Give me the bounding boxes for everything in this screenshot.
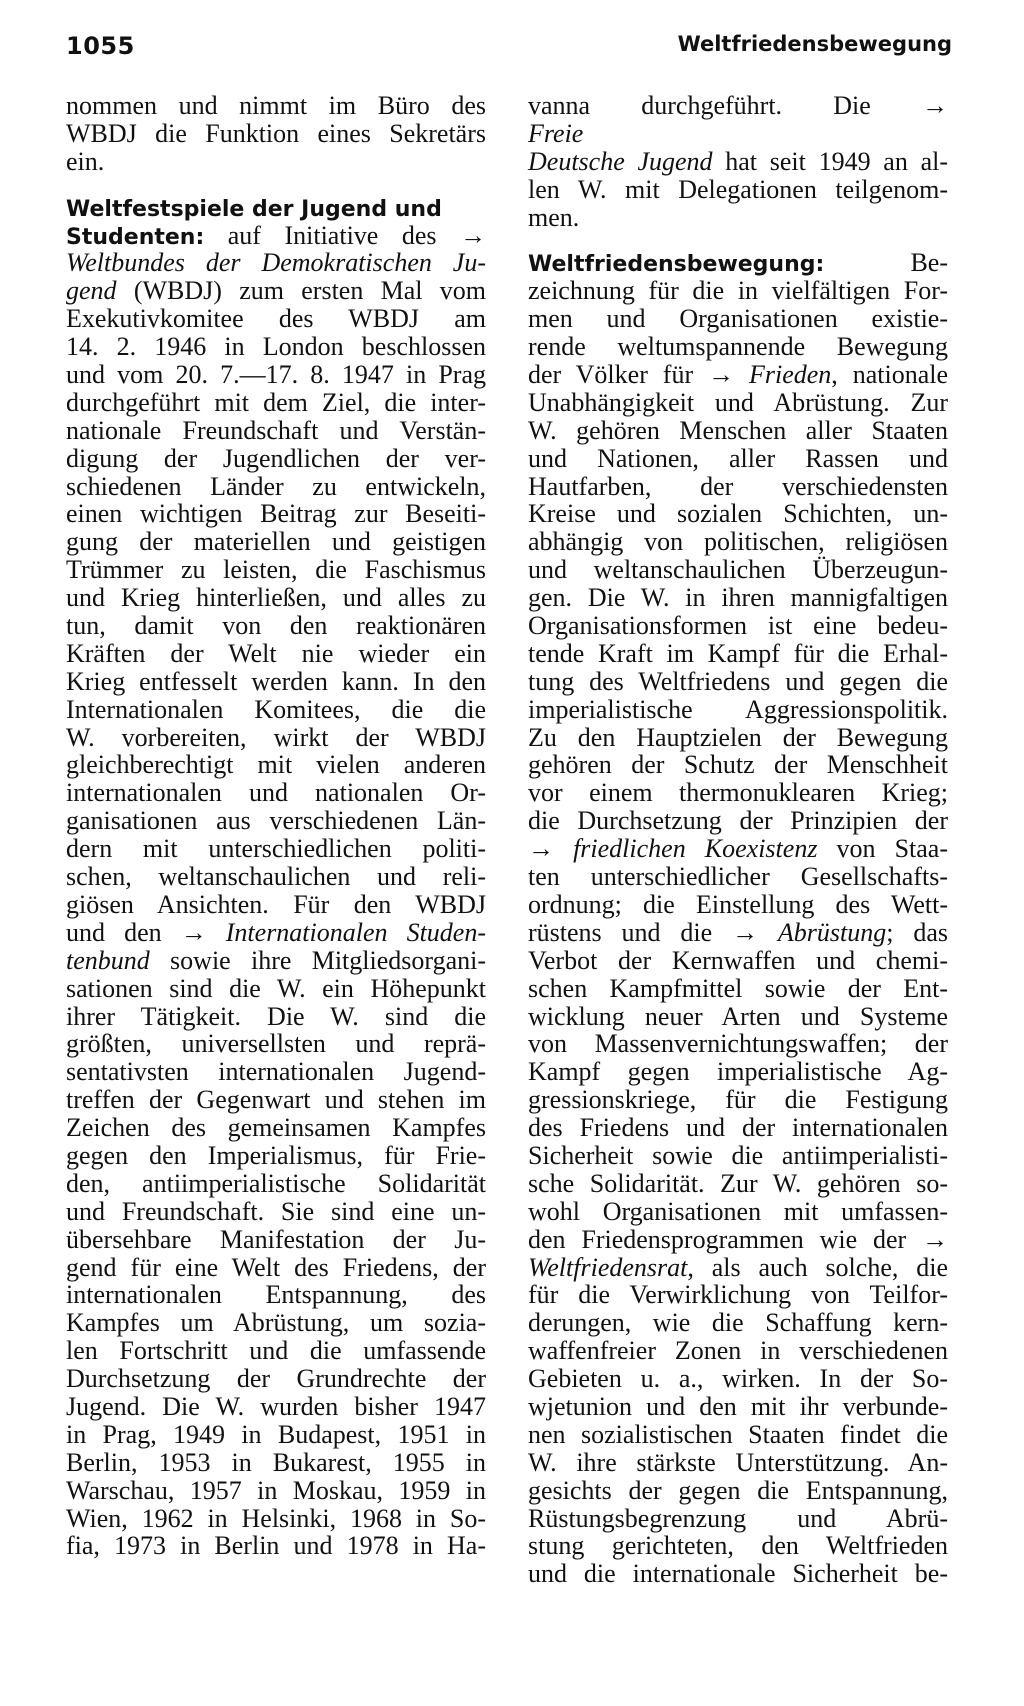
left-column bbox=[66, 92, 486, 1560]
text-line: rende weltumspannende Bewegung bbox=[528, 332, 948, 362]
cross-reference[interactable]: Abrüstung bbox=[777, 917, 887, 947]
text-line: in Prag, 1949 in Budapest, 1951 in bbox=[66, 1419, 486, 1449]
text-line: Unabhängigkeit und Abrüstung. Zur bbox=[528, 387, 948, 417]
text-line: Zeichen des gemeinsamen Kampfes bbox=[66, 1113, 486, 1143]
running-head: Weltfriedensbewegung bbox=[677, 32, 952, 56]
text-line: stung gerichteten, den Weltfrieden bbox=[528, 1531, 948, 1561]
entry-lemma: Weltfestspiele der Jugend und bbox=[66, 196, 442, 222]
text-line: gen. Die W. in ihren mannigfaltigen bbox=[528, 583, 948, 613]
page-number: 1055 bbox=[66, 32, 135, 60]
text-line: imperialistische Aggressionspolitik. bbox=[528, 694, 948, 724]
text-line: Hautfarben, der verschiedensten bbox=[528, 471, 948, 501]
text-line: nen sozialistischen Staaten findet die bbox=[528, 1419, 948, 1449]
text-line: fia, 1973 in Berlin und 1978 in Ha- bbox=[66, 1531, 486, 1561]
text-line: gressionskriege, für die Festigung bbox=[528, 1085, 948, 1115]
text-line: internationalen und nationalen Or- bbox=[66, 778, 486, 808]
text-line: und die internationale Sicherheit be- bbox=[528, 1559, 948, 1589]
text-line: len Fortschritt und die umfassende bbox=[66, 1336, 486, 1366]
text-line: ordnung; die Einstellung des Wett- bbox=[528, 889, 948, 919]
text-line: vor einem thermonuklearen Krieg; bbox=[528, 778, 948, 808]
text-line: Trümmer zu leisten, die Faschismus bbox=[66, 555, 486, 585]
text-line: Berlin, 1953 in Bukarest, 1955 in bbox=[66, 1447, 486, 1477]
text-line: von Massenvernichtungswaffen; der bbox=[528, 1029, 948, 1059]
text-line: nommen und nimmt im Büro des bbox=[66, 91, 486, 120]
text-line: Exekutivkomitee des WBDJ am bbox=[66, 304, 486, 334]
text-line: Wien, 1962 in Helsinki, 1968 in So- bbox=[66, 1503, 486, 1533]
text-line: len W. mit Delegationen teilgenom- bbox=[528, 174, 948, 204]
text-line: men. bbox=[528, 202, 580, 232]
text-line: giösen Ansichten. Für den WBDJ bbox=[66, 889, 486, 919]
text-line: zeichnung für die in vielfältigen For- bbox=[528, 276, 948, 306]
text-line: Studenten: auf Initiative des → bbox=[66, 220, 486, 250]
text-line: die Durchsetzung der Prinzipien der bbox=[528, 806, 948, 836]
text-line: Sicherheit sowie die antiimperialisti- bbox=[528, 1140, 948, 1170]
text-line: gend für eine Welt des Friedens, der bbox=[66, 1252, 486, 1282]
text-line: vanna durchgeführt. Die → bbox=[528, 91, 948, 120]
text-line: Kampfes um Abrüstung, um sozia- bbox=[66, 1308, 486, 1338]
entry-lemma: Weltfriedensbewegung: bbox=[528, 252, 825, 278]
cross-reference[interactable]: Weltbundes der Demokratischen Ju- bbox=[66, 248, 486, 278]
text-line: Kräften der Welt nie wieder ein bbox=[66, 638, 486, 668]
text-line: wicklung neuer Arten und Systeme bbox=[528, 1001, 948, 1031]
text-line: und Nationen, aller Rassen und bbox=[528, 443, 948, 473]
text-line: gehören der Schutz der Menschheit bbox=[528, 750, 948, 780]
text-line: men und Organisationen existie- bbox=[528, 304, 948, 334]
text-line: W. ihre stärkste Unterstützung. An- bbox=[528, 1447, 948, 1477]
paragraph-gap bbox=[528, 231, 948, 249]
text-line: W. gehören Menschen aller Staaten bbox=[528, 415, 948, 445]
text-line: → friedlichen Koexistenz von Staa- bbox=[528, 834, 949, 864]
text-line: den Friedensprogrammen wie der → bbox=[528, 1224, 948, 1254]
cross-reference[interactable]: Weltfriedensrat bbox=[528, 1252, 688, 1282]
text-line: tung des Weltfriedens und gegen die bbox=[528, 666, 948, 696]
text-line: für die Verwirklichung von Teilfor- bbox=[528, 1280, 948, 1310]
text-line: Verbot der Kernwaffen und chemi- bbox=[528, 945, 948, 975]
text-line: treffen der Gegenwart und stehen im bbox=[66, 1085, 486, 1115]
text-line: den, antiimperialistische Solidarität bbox=[66, 1168, 486, 1198]
text-line: Deutsche Jugend hat seit 1949 an al- bbox=[528, 146, 948, 176]
text-line: ein. bbox=[66, 146, 105, 176]
text-line: und vom 20. 7.—17. 8. 1947 in Prag bbox=[66, 360, 486, 390]
text-line: tende Kraft im Kampf für die Erhal- bbox=[528, 638, 948, 668]
text-line: Kreise und sozialen Schichten, un- bbox=[528, 499, 948, 529]
cross-reference[interactable]: Frieden bbox=[748, 360, 832, 390]
text-line: wohl Organisationen mit umfassen- bbox=[528, 1196, 948, 1226]
text-line: Organisationsformen ist eine bedeu- bbox=[528, 611, 948, 641]
text-line: sationen sind die W. ein Höhepunkt bbox=[66, 973, 486, 1003]
text-line: ten unterschiedlicher Gesellschafts- bbox=[528, 862, 948, 892]
cross-reference[interactable]: gend bbox=[66, 276, 117, 306]
text-line: wjetunion und den mit ihr verbunde- bbox=[528, 1391, 948, 1421]
text-line: und weltanschaulichen Überzeugun- bbox=[528, 555, 948, 585]
text-line: und den → Internationalen Studen- bbox=[66, 917, 487, 947]
text-line: sentativsten internationalen Jugend- bbox=[66, 1057, 486, 1087]
text-line bbox=[66, 249, 486, 277]
text-line: Zu den Hauptzielen der Bewegung bbox=[528, 722, 948, 752]
text-line: Jugend. Die W. wurden bisher 1947 bbox=[66, 1391, 486, 1421]
text-line: einen wichtigen Beitrag zur Beseiti- bbox=[66, 499, 486, 529]
text-line: ganisationen aus verschiedenen Län- bbox=[66, 806, 486, 836]
text-line: und Krieg hinterließen, und alles zu bbox=[66, 583, 486, 613]
text-line: dern mit unterschiedlichen politi- bbox=[66, 834, 486, 864]
text-line: Internationalen Komitees, die die bbox=[66, 694, 486, 724]
text-line: gegen den Imperialismus, für Frie- bbox=[66, 1140, 486, 1170]
entry-lemma: Studenten: bbox=[66, 224, 205, 250]
text-line: Warschau, 1957 in Moskau, 1959 in bbox=[66, 1475, 486, 1505]
text-line: gend (WBDJ) zum ersten Mal vom bbox=[66, 276, 486, 306]
text-line: waffenfreier Zonen in verschiedenen bbox=[528, 1336, 948, 1366]
arrow-icon: → bbox=[180, 917, 207, 947]
cross-reference[interactable]: Internationalen Studen- bbox=[225, 917, 487, 947]
text-line: rüstens und die → Abrüstung; das bbox=[528, 917, 949, 947]
text-line: Weltfriedensrat, als auch solche, die bbox=[528, 1252, 948, 1282]
text-line: derungen, wie die Schaffung kern- bbox=[528, 1308, 948, 1338]
text-line: schiedenen Länder zu entwickeln, bbox=[66, 471, 486, 501]
text-line: der Völker für → Frieden, nationale bbox=[528, 360, 949, 390]
text-line: W. vorbereiten, wirkt der WBDJ bbox=[66, 722, 486, 752]
text-line: sche Solidarität. Zur W. gehören so- bbox=[528, 1168, 948, 1198]
text-line: Kampf gegen imperialistische Ag- bbox=[528, 1057, 948, 1087]
text-line: 14. 2. 1946 in London beschlossen bbox=[66, 332, 486, 362]
text-line: gung der materiellen und geistigen bbox=[66, 527, 486, 557]
cross-reference[interactable]: Deutsche Jugend bbox=[528, 146, 713, 176]
cross-reference[interactable]: friedlichen Koexistenz bbox=[573, 834, 818, 864]
text-line: und Freundschaft. Sie sind eine un- bbox=[66, 1196, 486, 1226]
text-line: gesichts der gegen die Entspannung, bbox=[528, 1475, 948, 1505]
text-line: des Friedens und der internationalen bbox=[528, 1113, 948, 1143]
text-line: tenbund sowie ihre Mitgliedsorgani- bbox=[66, 945, 486, 975]
text-line: tun, damit von den reaktionären bbox=[66, 611, 486, 641]
text-line: digung der Jugendlichen der ver- bbox=[66, 443, 486, 473]
text-line: übersehbare Manifestation der Ju- bbox=[66, 1224, 486, 1254]
text-line: durchgeführt mit dem Ziel, die inter- bbox=[66, 387, 486, 417]
text-line: nationale Freundschaft und Verstän- bbox=[66, 415, 486, 445]
text-line: schen Kampfmittel sowie der Ent- bbox=[528, 973, 948, 1003]
cross-reference[interactable]: Freie bbox=[528, 118, 584, 148]
text-line: WBDJ die Funktion eines Sekretärs bbox=[66, 118, 486, 148]
text-line: Gebieten u. a., wirken. In der So- bbox=[528, 1364, 948, 1394]
text-line: größten, universellsten und reprä- bbox=[66, 1029, 486, 1059]
text-line: Rüstungsbegrenzung und Abrü- bbox=[528, 1503, 948, 1533]
text-line: Durchsetzung der Grundrechte der bbox=[66, 1364, 486, 1394]
entry-lemma-line bbox=[66, 194, 486, 222]
text-line: schen, weltanschaulichen und reli- bbox=[66, 862, 486, 892]
text-line: internationalen Entspannung, des bbox=[66, 1280, 486, 1310]
right-column bbox=[528, 92, 948, 1588]
page-header bbox=[66, 32, 952, 72]
text-line bbox=[528, 120, 948, 148]
text-line: gleichberechtigt mit vielen anderen bbox=[66, 750, 486, 780]
text-line: Weltfriedensbewegung: Be- bbox=[528, 248, 948, 278]
cross-reference[interactable]: tenbund bbox=[66, 945, 150, 975]
text-line: abhängig von politischen, religiösen bbox=[528, 527, 948, 557]
text-line: Krieg entfesselt werden kann. In den bbox=[66, 666, 486, 696]
text-line: ihrer Tätigkeit. Die W. sind die bbox=[66, 1001, 486, 1031]
paragraph-gap bbox=[66, 176, 486, 194]
